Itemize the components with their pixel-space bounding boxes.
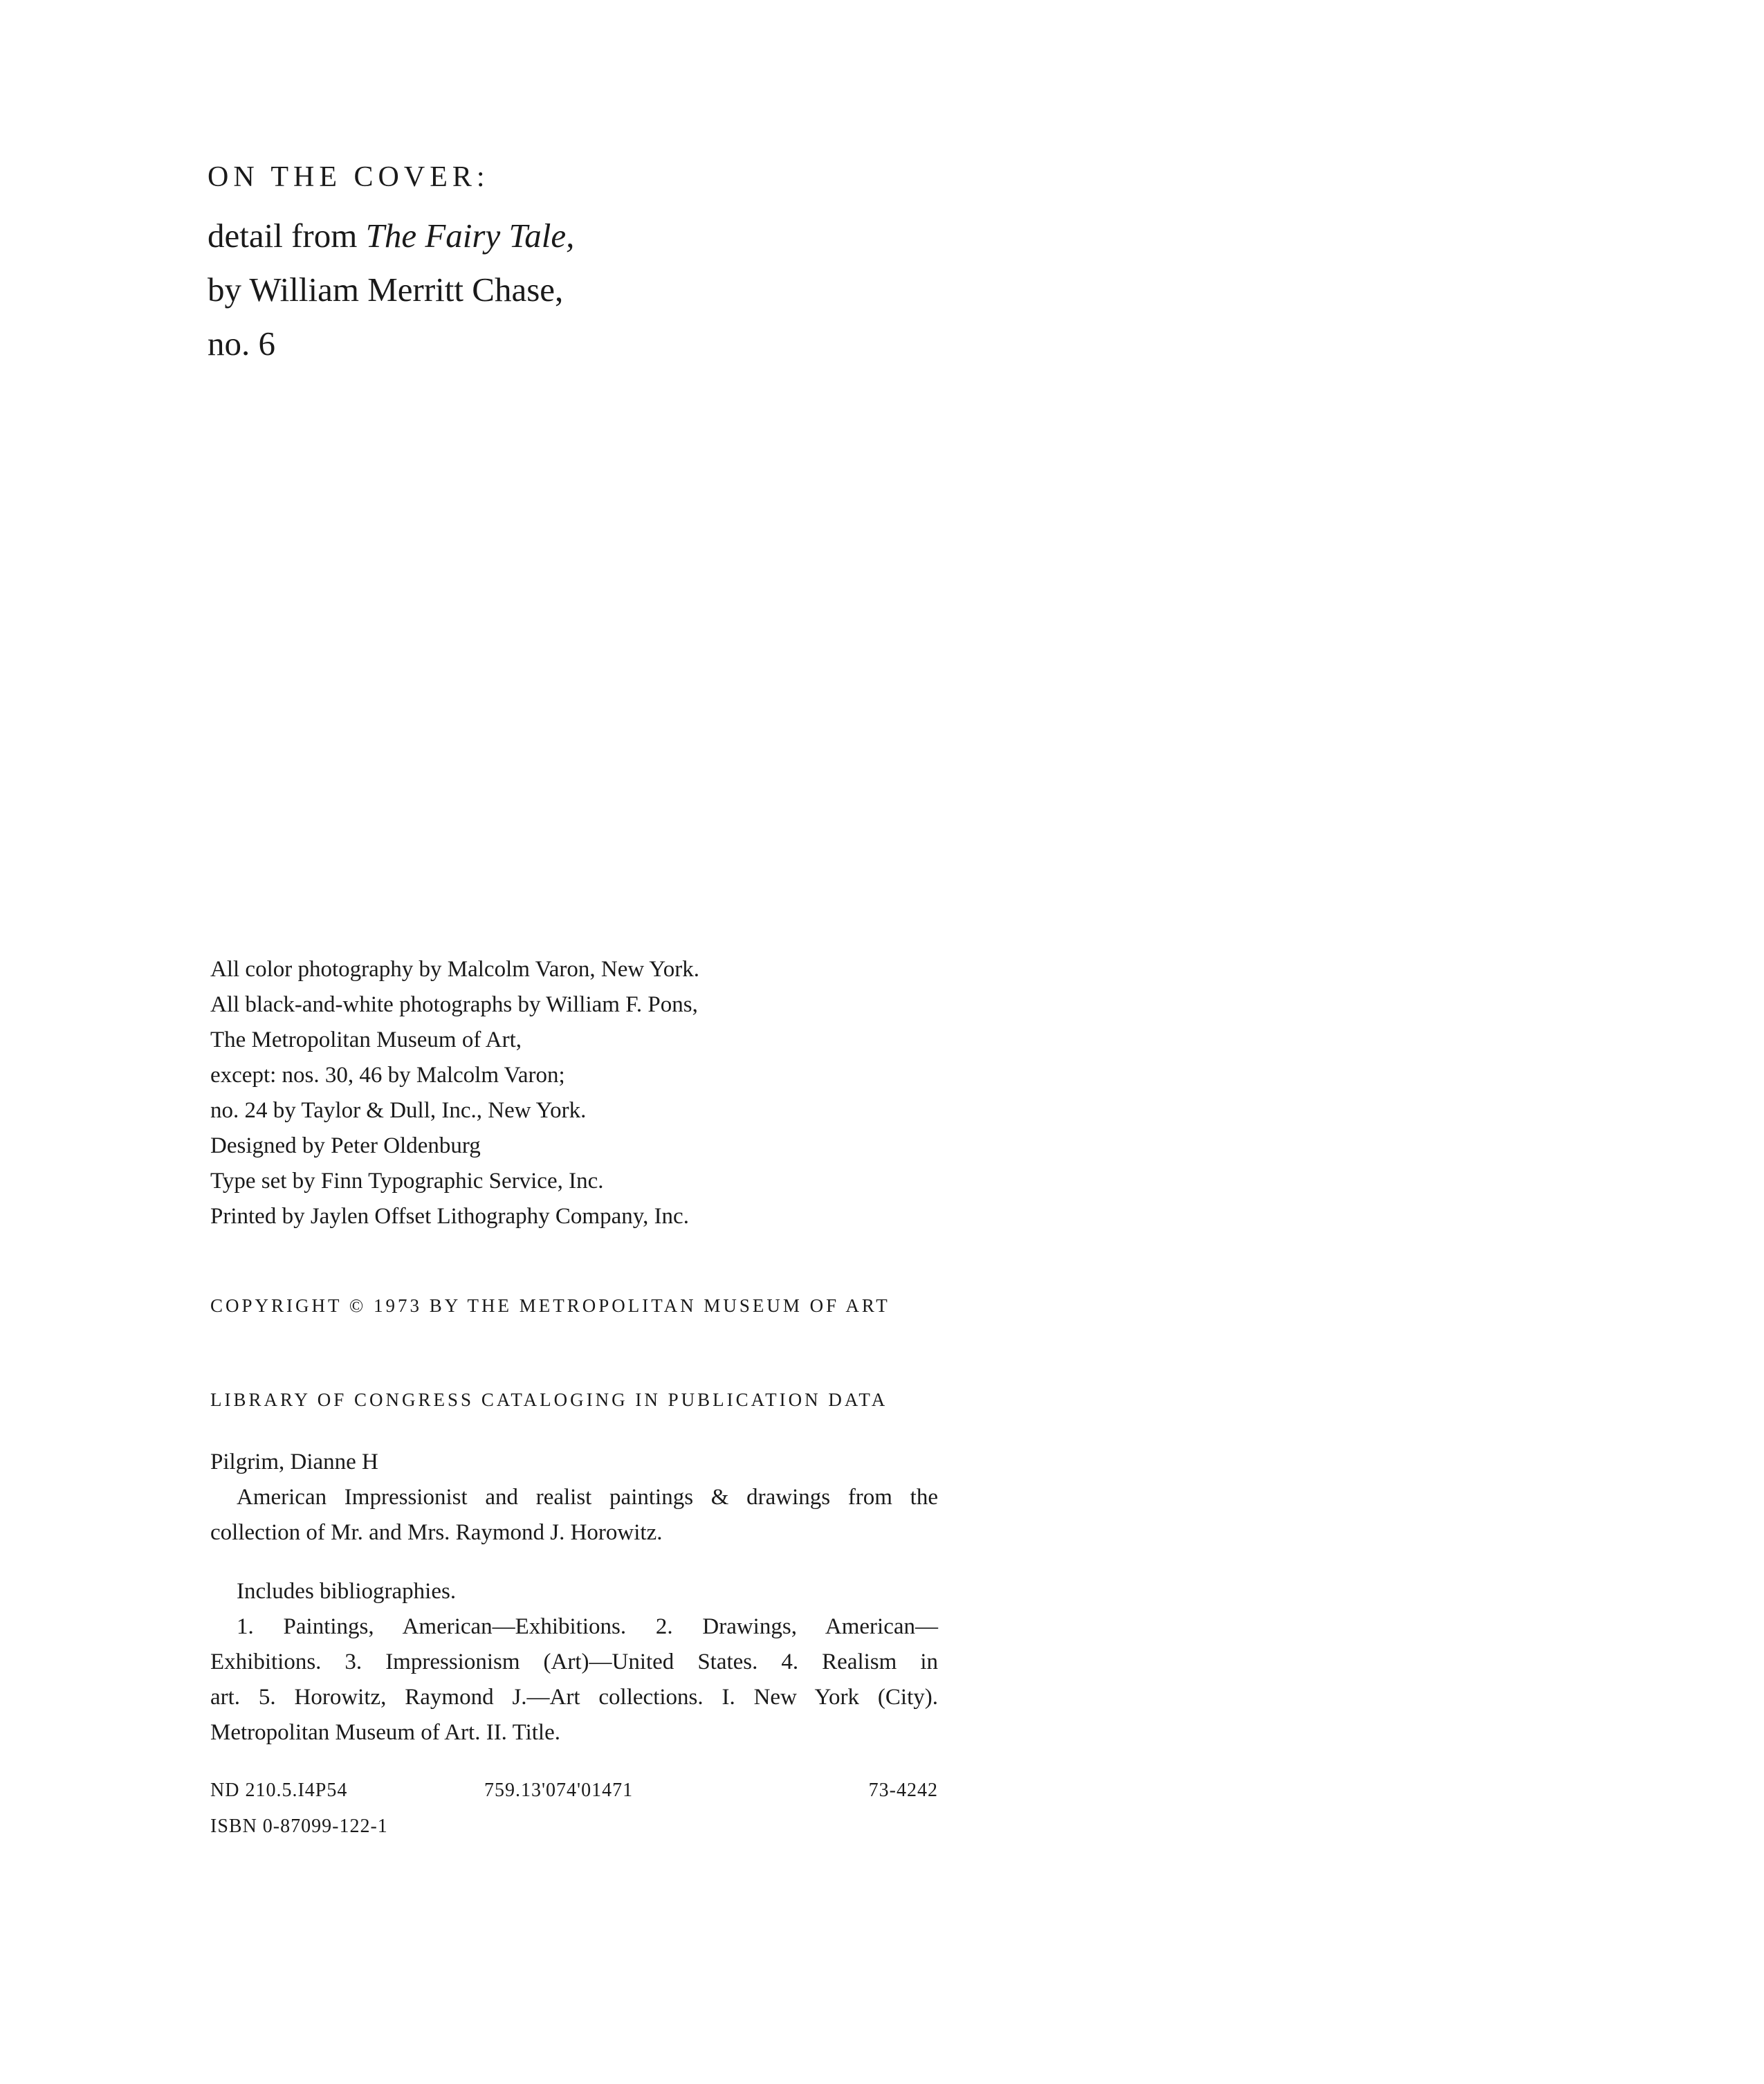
catalog-subject-line: Metropolitan Museum of Art. II. Title. xyxy=(210,1720,560,1745)
catalog-subject-line: 1. Paintings, American—Exhibitions. 2. Drawings, American— xyxy=(237,1614,938,1639)
catalog-subject-line: art. 5. Horowitz, Raymond J.—Art collections. I. New York (City). xyxy=(210,1685,938,1710)
artwork-title: The Fairy Tale, xyxy=(365,217,575,255)
credit-line: All color photography by Malcolm Varon, New York. xyxy=(210,957,699,982)
credit-line: The Metropolitan Museum of Art, xyxy=(210,1027,522,1052)
cataloging-heading: LIBRARY OF CONGRESS CATALOGING IN PUBLICATION DATA xyxy=(210,1389,888,1410)
cover-heading: ON THE COVER: xyxy=(208,161,490,193)
cataloging-block xyxy=(210,1445,938,1751)
cover-detail-line xyxy=(208,209,899,263)
credits-block xyxy=(210,952,1040,1234)
cover-detail-prefix: detail from xyxy=(208,217,366,255)
lccn-number: 73-4242 xyxy=(868,1780,938,1801)
copyright-notice: COPYRIGHT © 1973 BY THE METROPOLITAN MUSEUM OF ART xyxy=(210,1295,890,1316)
isbn-number: ISBN 0-87099-122-1 xyxy=(210,1816,388,1837)
dewey-number: 759.13'074'01471 xyxy=(484,1780,634,1801)
credit-line: Designed by Peter Oldenburg xyxy=(210,1133,481,1158)
credit-line: Type set by Finn Typographic Service, Inc. xyxy=(210,1169,604,1194)
cover-artist-line: by William Merritt Chase, xyxy=(208,271,564,309)
credit-line: no. 24 by Taylor & Dull, Inc., New York. xyxy=(210,1098,587,1123)
spacer xyxy=(210,1551,938,1574)
credit-line: except: nos. 30, 46 by Malcolm Varon; xyxy=(210,1063,565,1088)
credit-line: Printed by Jaylen Offset Lithography Company, Inc. xyxy=(210,1204,689,1229)
catalog-title-line: collection of Mr. and Mrs. Raymond J. Horowitz. xyxy=(210,1520,663,1545)
catalog-author: Pilgrim, Dianne H xyxy=(210,1450,378,1474)
catalog-subject-line: Exhibitions. 3. Impressionism (Art)—United States. 4. Realism in xyxy=(210,1649,938,1674)
catalog-title-line: American Impressionist and realist paintings & drawings from the xyxy=(237,1485,938,1510)
cover-note xyxy=(208,158,899,371)
catalog-note: Includes bibliographies. xyxy=(237,1579,457,1604)
lc-call-number: ND 210.5.I4P54 xyxy=(210,1780,348,1801)
cover-number-line: no. 6 xyxy=(208,325,275,363)
credit-line: All black-and-white photographs by William F. Pons, xyxy=(210,992,698,1017)
call-numbers-row xyxy=(210,1780,938,1807)
